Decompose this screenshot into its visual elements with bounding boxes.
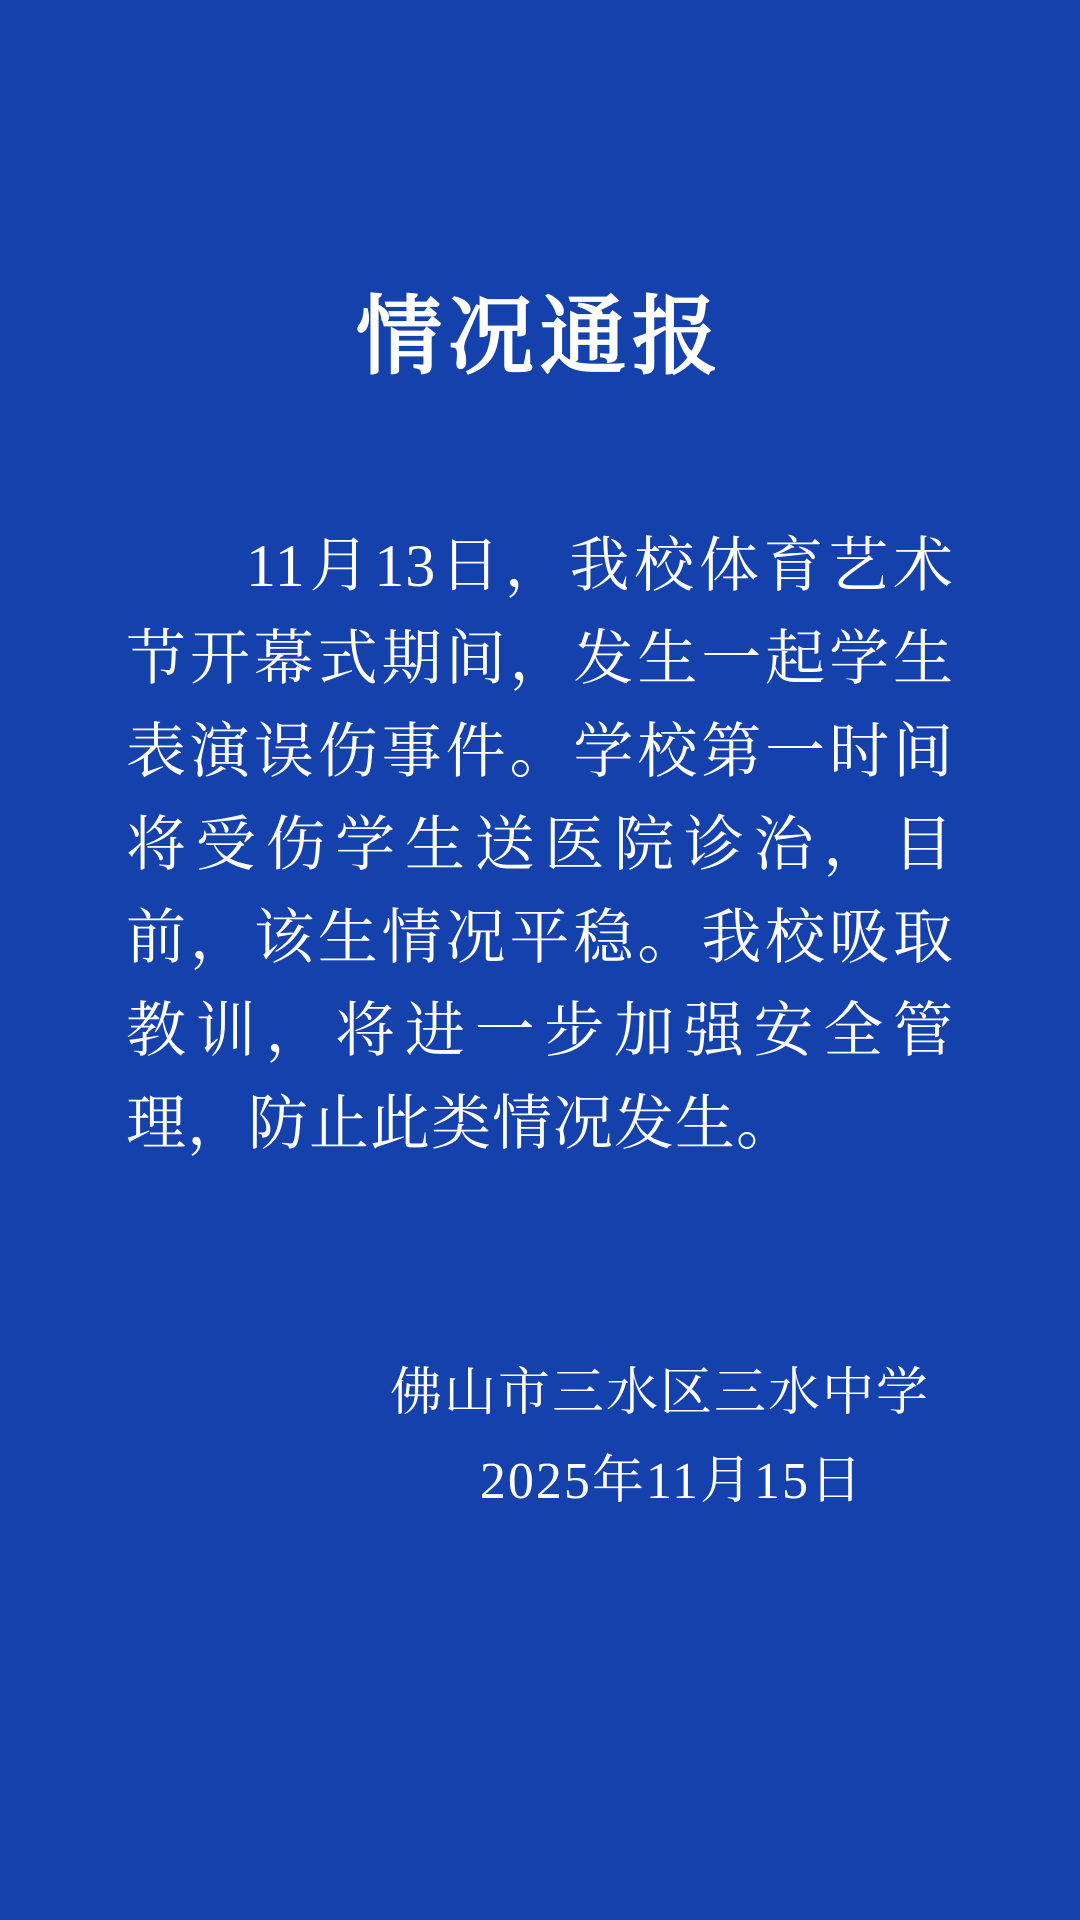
- signature-date: 2025年11月15日: [479, 1453, 864, 1510]
- page-title: 情况通报: [356, 289, 724, 385]
- signature-organization: 佛山市三水区三水中学: [389, 1365, 930, 1422]
- signature-block: [126, 1355, 954, 1521]
- announcement-body: 11月13日，我校体育艺术节开幕式期间，发生一起学生表演误伤事件。学校第一时间将受伤学生送医院诊治，目前，该生情况平稳。我校吸取教训，将进一步加强安全管理，防止此类情况发生。: [126, 533, 954, 1157]
